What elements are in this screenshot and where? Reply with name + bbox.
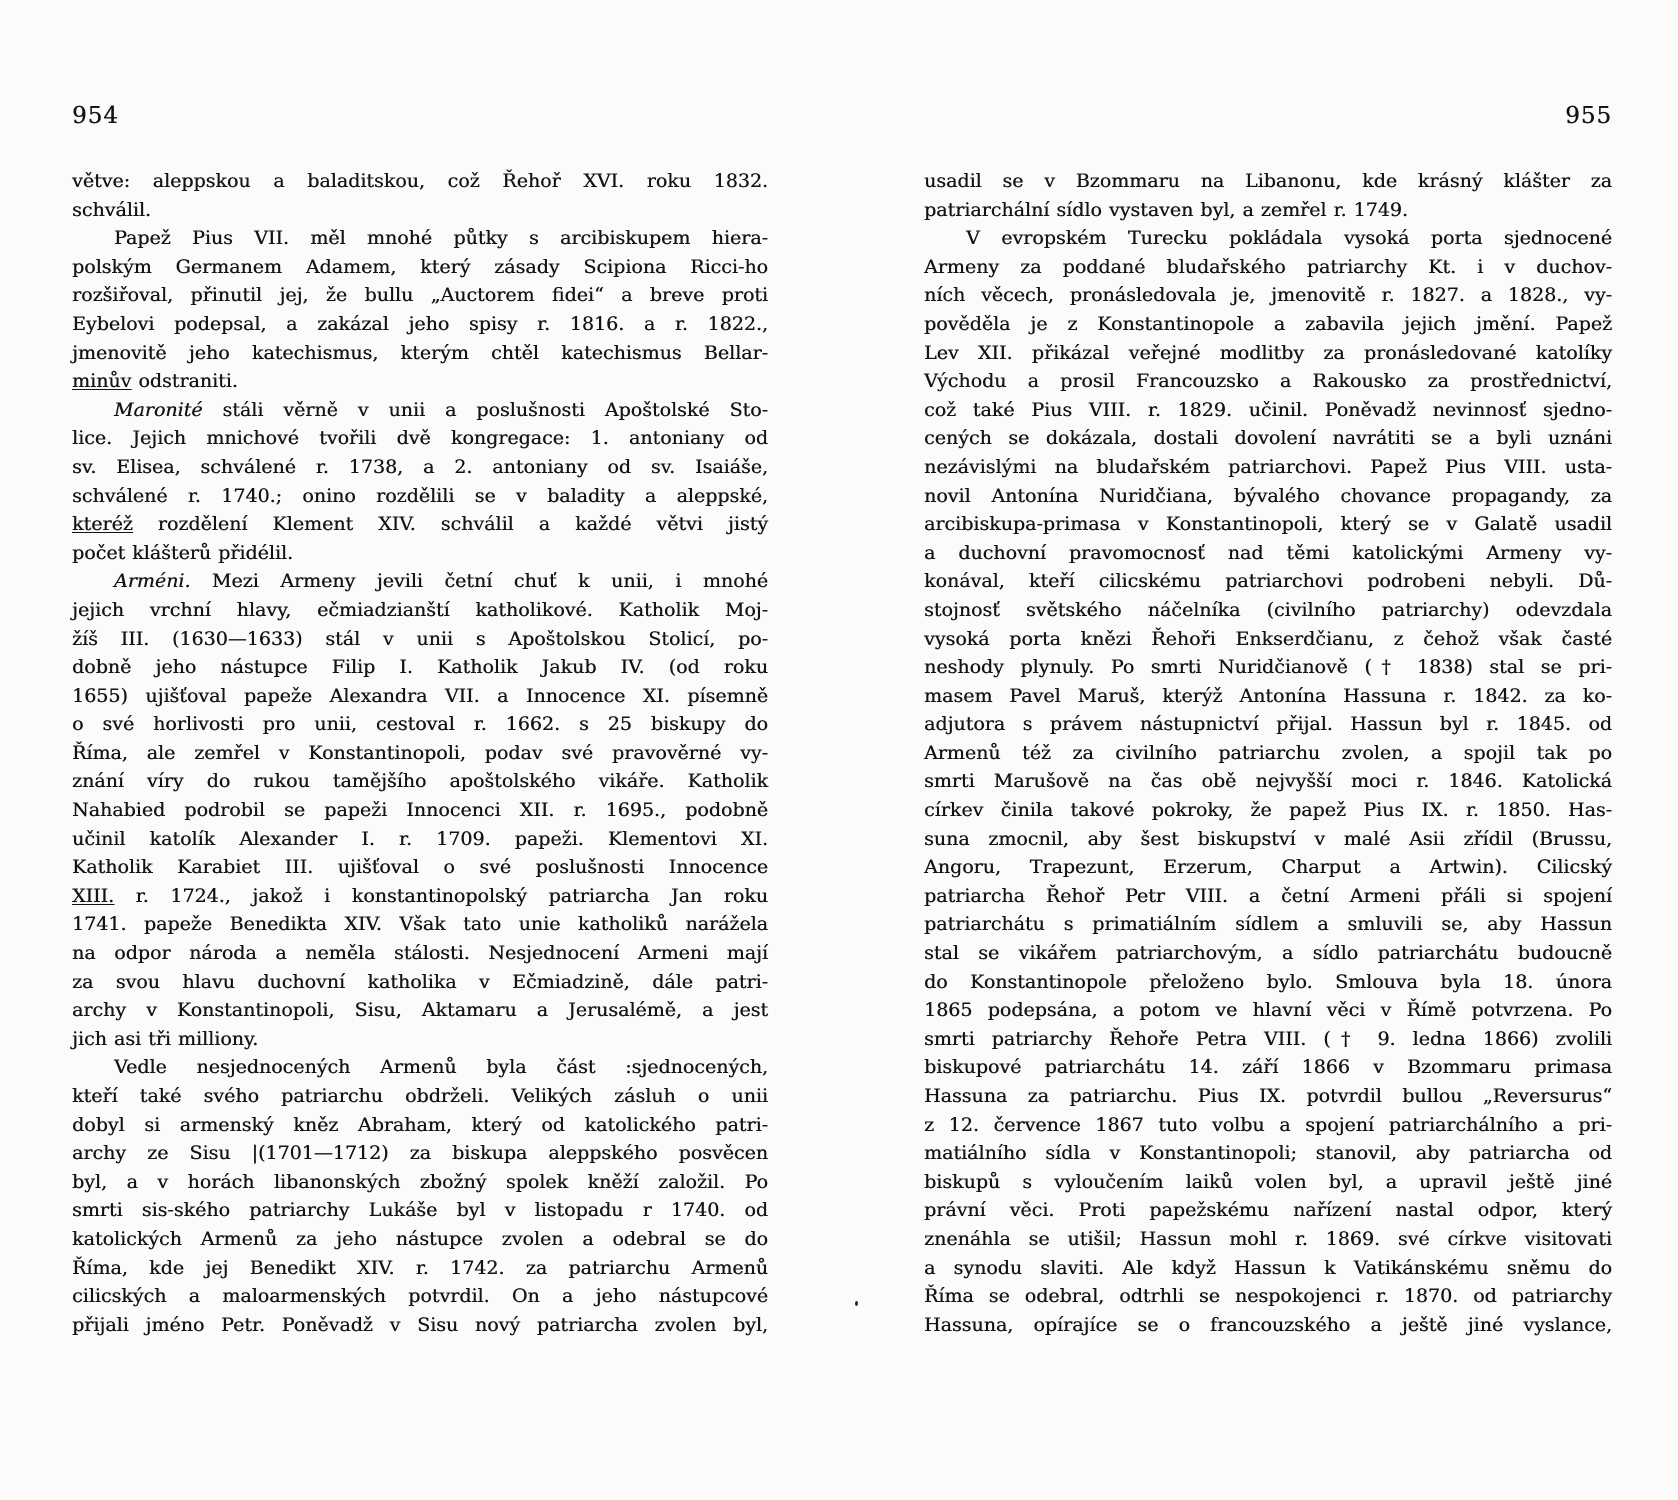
text-line: 1741. papeže Benedikta XIV. Však tato unie katholiků narážela — [72, 913, 768, 936]
text-line: jich asi tři milliony. — [72, 1027, 259, 1050]
text-line: ních věcech, pronásledovala je, jmenovitě r. 1827. a 1828., vy- — [924, 284, 1612, 307]
text-line: minův odstraniti. — [72, 370, 238, 393]
text-line: polským Germanem Adamem, který zásady Scipiona Ricci-ho — [72, 255, 768, 278]
text-line: byl, a v horách libanonských zbožný spolek kněží založil. Po — [72, 1170, 768, 1193]
text-line: biskupů s vyloučením laiků volen byl, a upravil ještě jiné — [924, 1170, 1612, 1193]
text-line: znenáhla se utišil; Hassun mohl r. 1869. své církve visitovati — [924, 1227, 1612, 1250]
text-line: rozšiřoval, přinutil jej, že bullu „Auctorem fidei“ a breve proti — [72, 284, 768, 307]
text-line: archy v Konstantinopoli, Sisu, Aktamaru a Jerusalémě, a jest — [72, 999, 768, 1022]
text-line: katolických Armenů za jeho nástupce zvolen a odebral se do — [72, 1227, 768, 1250]
text-line: nezávislými na bludařském patriarchovi. Papež Pius VIII. usta- — [924, 455, 1612, 478]
text-line: Armeny za poddané bludařského patriarchy Kt. i v duchov- — [924, 255, 1612, 278]
text-line: cených se dokázala, dostali dovolení navrátiti se a byli uznáni — [924, 427, 1612, 450]
text-line: masem Pavel Maruš, kterýž Antonína Hassuna r. 1842. za ko- — [924, 684, 1612, 707]
text-line: právní věci. Proti papežskému nařízení nastal odpor, který — [924, 1199, 1612, 1222]
text-line: z 12. července 1867 tuto volbu a spojení patriarchálního a pri- — [924, 1113, 1612, 1136]
text-line: znání víry do rukou tamějšího apoštolského vikáře. Katholik — [72, 770, 768, 793]
text-line: Říma, ale zemřel v Konstantinopoli, podav své pravověrné vy- — [72, 741, 768, 764]
text-line: archy ze Sisu |(1701—1712) za biskupa aleppského posvěcen — [72, 1142, 768, 1165]
text-line: matiálního sídla v Konstantinopoli; stanovil, aby patriarcha od — [924, 1142, 1612, 1165]
text-line: 1865 podepsána, a potom ve hlavní věci v Římě potvrzena. Po — [924, 999, 1612, 1022]
text-line: lice. Jejich mnichové tvořili dvě kongregace: 1. antoniany od — [72, 427, 768, 450]
text-line: jmenovitě jeho katechismus, kterým chtěl katechismus Bellar- — [72, 341, 768, 364]
text-line: smrti Marušově na čas obě nejvyšší moci r. 1846. Katolická — [924, 770, 1612, 793]
text-line: konával, kteří cilicskému patriarchovi podrobeni nebyli. Dů- — [924, 570, 1612, 593]
text-line: a duchovní pravomocnosť nad těmi katolickými Armeny vy- — [924, 541, 1612, 564]
right-page-text-column — [924, 167, 1612, 1339]
text-line: arcibiskupa-primasa v Konstantinopoli, který se v Galatě usadil — [924, 513, 1612, 536]
text-line: Lev XII. přikázal veřejné modlitby za pronásledované katolíky — [924, 341, 1612, 364]
text-line: smrti patriarchy Řehoře Petra VIII. († 9. ledna 1866) zvolili — [924, 1027, 1612, 1050]
text-line: o své horlivosti pro unii, cestoval r. 1662. s 25 biskupy do — [72, 713, 768, 736]
text-line: kteréž rozdělení Klement XIV. schválil a každé větvi jistý — [72, 513, 768, 536]
text-line: patriarchátu s primatiálním sídlem a smluvili se, aby Hassun — [924, 913, 1612, 936]
text-line: žíš III. (1630—1633) stál v unii s Apoštolskou Stolicí, po- — [72, 627, 768, 650]
page-number-right: 955 — [1565, 103, 1612, 129]
text-line: smrti sis-ského patriarchy Lukáše byl v listopadu r 1740. od — [72, 1199, 768, 1222]
text-line: Vedle nesjednocených Armenů byla část :sjednocených, — [114, 1056, 768, 1079]
page-number-left: 954 — [72, 103, 119, 129]
text-line: Maronité stáli věrně v unii a poslušnosti Apoštolské Sto- — [114, 398, 768, 421]
text-line: stal se vikářem patriarchovým, a sídlo patriarchátu budoucně — [924, 942, 1612, 965]
left-page-text-column — [72, 167, 768, 1339]
text-line: adjutora s právem nástupnictví přijal. Hassun byl r. 1845. od — [924, 713, 1612, 736]
scan-speck — [855, 1301, 858, 1306]
text-line: pověděla je z Konstantinopole a zabavila jejich jmění. Papež — [924, 312, 1612, 335]
text-line: Nahabied podrobil se papeži Innocenci XII. r. 1695., podobně — [72, 799, 768, 822]
text-line: Hassuna, opírajíce se o francouzského a ještě jiné vyslance, — [924, 1313, 1612, 1336]
text-line: jejich vrchní hlavy, ečmiadzianští katholikové. Katholik Moj- — [72, 598, 768, 621]
text-line: Hassuna za patriarchu. Pius IX. potvrdil bullou „Reversurus“ — [924, 1085, 1612, 1107]
text-line: Katholik Karabiet III. ujišťoval o své poslušnosti Innocence — [72, 856, 768, 879]
text-line: a synodu slaviti. Ale když Hassun k Vatikánskému sněmu do — [924, 1256, 1612, 1279]
text-line: Angoru, Trapezunt, Erzerum, Charput a Artwin). Cilicský — [924, 856, 1612, 879]
text-line: za svou hlavu duchovní katholika v Ečmiadzině, dále patri- — [72, 970, 768, 993]
text-line: učinil katolík Alexander I. r. 1709. papeži. Klementovi XI. — [72, 827, 768, 850]
text-line: V evropském Turecku pokládala vysoká porta sjednocené — [966, 227, 1612, 250]
text-line: Říma, kde jej Benedikt XIV. r. 1742. za patriarchu Armenů — [72, 1256, 768, 1279]
text-line: Armenů též za civilního patriarchu zvolen, a spojil tak po — [924, 741, 1612, 764]
text-line: kteří také svého patriarchu obdrželi. Velikých zásluh o unii — [72, 1085, 768, 1107]
text-line: což také Pius VIII. r. 1829. učinil. Poněvadž nevinnosť sjedno- — [924, 398, 1612, 421]
text-line: přijali jméno Petr. Poněvadž v Sisu nový patriarcha zvolen byl, — [72, 1313, 768, 1336]
text-line: suna zmocnil, aby šest biskupství v malé Asii zřídil (Brussu, — [924, 827, 1612, 850]
text-line: vysoká porta knězi Řehoři Enkserdčianu, z čehož však časté — [924, 627, 1612, 650]
text-line: dobyl si armenský kněz Abraham, který od katolického patri- — [72, 1113, 768, 1136]
text-line: počet klášterů přidélil. — [72, 541, 294, 564]
text-line: 1655) ujišťoval papeže Alexandra VII. a Innocence XI. písemně — [72, 684, 768, 707]
text-line: biskupové patriarchátu 14. září 1866 v Bzommaru primasa — [924, 1056, 1612, 1079]
text-line: patriarchální sídlo vystaven byl, a zemřel r. 1749. — [924, 198, 1408, 221]
text-line: do Konstantinopole přeloženo bylo. Smlouva byla 18. února — [924, 970, 1612, 993]
text-line: Východu a prosil Francouzsko a Rakousko za prostřednictví, — [924, 370, 1612, 393]
text-line: Eybelovi podepsal, a zakázal jeho spisy r. 1816. a r. 1822., — [72, 312, 768, 335]
text-line: usadil se v Bzommaru na Libanonu, kde krásný klášter za — [924, 170, 1612, 192]
text-line: schválené r. 1740.; onino rozdělili se v baladity a aleppské, — [72, 484, 768, 507]
text-line: patriarcha Řehoř Petr VIII. a četní Armeni přáli si spojení — [924, 884, 1612, 907]
text-line: církev činila takové pokroky, že papež Pius IX. r. 1850. Has- — [924, 799, 1612, 822]
text-line: Papež Pius VII. měl mnohé půtky s arcibiskupem hiera- — [114, 227, 768, 250]
text-line: na odpor národa a neměla stálosti. Nesjednocení Armeni mají — [72, 942, 768, 965]
text-line: neshody plynuly. Po smrti Nuridčianově († 1838) stal se pri- — [924, 656, 1612, 679]
text-line: schválil. — [72, 198, 151, 221]
text-line: cilicských a maloarmenských potvrdil. On a jeho nástupcové — [72, 1285, 768, 1308]
text-line: Říma se odebral, odtrhli se nespokojenci r. 1870. od patriarchy — [924, 1285, 1612, 1308]
text-line: dobně jeho nástupce Filip I. Katholik Jakub IV. (od roku — [72, 656, 768, 679]
text-line: XIII. r. 1724., jakož i konstantinopolský patriarcha Jan roku — [72, 884, 768, 907]
text-line: větve: aleppskou a baladitskou, což Řehoř XVI. roku 1832. — [72, 170, 768, 192]
text-line: novil Antonína Nuridčiana, bývalého chovance propagandy, za — [924, 484, 1612, 507]
text-line: Arméni. Mezi Armeny jevili četní chuť k unii, i mnohé — [114, 570, 768, 593]
text-line: stojnosť světského náčelníka (civilního patriarchy) odevzdala — [924, 598, 1612, 621]
text-line: sv. Elisea, schválené r. 1738, a 2. antoniany od sv. Isaiáše, — [72, 455, 768, 478]
